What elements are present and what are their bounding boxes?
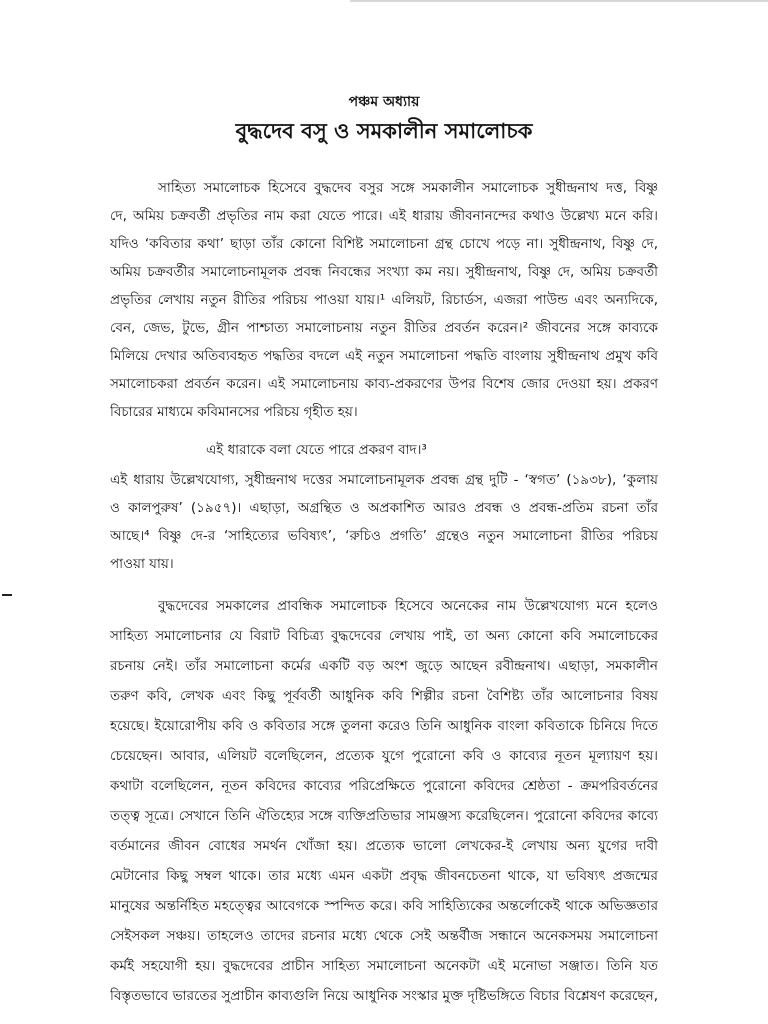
text-line: মেটানোর কিছু সম্বল থাকে। তার মধ্যে এমন একটা প্রবৃদ্ধ জীবনচেতনা থাকে, যা ভবিষ্যৎ প্রজন্মের — [110, 868, 658, 884]
text-line: পাওয়া যায়। — [110, 556, 174, 572]
text-line: হয়েছে। ইয়োরোপীয় কবি ও কবিতার সঙ্গে তুলনা করেও তিনি আধুনিক বাংলা কবিতাকে চিনিয়ে দিতে — [110, 718, 658, 734]
scan-top-edge — [350, 0, 768, 2]
text-line: তরুণ কবি, লেখক এবং কিছু পূর্ববর্তী আধুনিক কবি শিল্পীর রচনা বৈশিষ্ট্য তাঁর আলোচনার বিষয় — [110, 688, 658, 704]
text-line: অমিয় চক্রবর্তীর সমালোচনামূলক প্রবন্ধ নিবন্ধের সংখ্যা কম নয়। সুধীন্দ্রনাথ, বিষ্ণু দে, অমিয় চক্রবর্তী — [110, 264, 658, 280]
text-line: চেয়েছেন। আবার, এলিয়ট বলেছিলেন, প্রত্যেক যুগে পুরোনো কবি ও কাব্যের নূতন মূল্যায়ণ হয়। — [110, 748, 658, 764]
text-line: মিলিয়ে দেখার অতিব্যবহৃত পদ্ধতির বদলে এই নতুন সমালোচনা পদ্ধতি বাংলায় সুধীন্দ্রনাথ প্রমুখ কবি — [110, 348, 658, 364]
text-line: সমালোচকরা প্রবর্তন করেন। এই সমালোচনায় কাব্য-প্রকরণের উপর বিশেষ জোর দেওয়া হয়। প্রকরণ — [110, 376, 658, 392]
text-line: এই ধারায় উল্লেখযোগ্য, সুধীন্দ্রনাথ দত্তের সমালোচনামূলক প্রবন্ধ গ্রন্থ দুটি - ‘স্বগত’ (১৯৩৮), ‘কুলায় — [110, 472, 658, 488]
text-line: আছে।⁴ বিষ্ণু দে-র ‘সাহিত্যের ভবিষ্যৎ’, ‘রুচিও প্রগতি’ গ্রন্থেও নতুন সমালোচনা রীতির পরিচয় — [110, 528, 658, 544]
text-line: কর্মই সহযোগী হয়। বুদ্ধদেবের প্রাচীন সাহিত্য সমালোচনা অনেকটা এই মনোভা সঞ্জাত। তিনি যত — [110, 958, 658, 974]
text-line: বিস্তৃতভাবে ভারতের সুপ্রাচীন কাব্যগুলি নিয়ে আধুনিক সংস্কার মুক্ত দৃষ্টিভঙ্গিতে বিচার বিশ্লেষণ করেছেন, — [110, 988, 658, 1004]
text-line: সেইসকল সঞ্চয়। তাহলেও তাদের রচনার মধ্যে থেকে সেই অন্তর্বীজ সন্ধানে অনেকসময় সমালোচনা — [110, 928, 658, 944]
margin-mark — [2, 594, 12, 596]
text-line: সাহিত্য সমালোচনার যে বিরাট বিচিত্র্য বুদ্ধদেবের লেখায় পাই, তা অন্য কোনো কবি সমালোচকের — [110, 628, 658, 644]
text-line: বিচারের মাধ্যমে কবিমানসের পরিচয় গৃহীত হয়। — [110, 404, 358, 420]
text-line: বুদ্ধদেবের সমকালের প্রাবন্ধিক সমালোচক হিসেবে অনেকের নাম উল্লেখযোগ্য মনে হলেও — [158, 598, 658, 614]
text-line: প্রভৃতির লেখায় নতুন রীতির পরিচয় পাওয়া যায়।¹ এলিয়ট, রিচার্ডস, এজরা পাউন্ড এবং অন্যদিকে, — [110, 292, 658, 308]
text-line: দে, অমিয় চক্রবর্তী প্রভৃতির নাম করা যেতে পারে। এই ধারায় জীবনানন্দের কথাও উল্লেখ্য মনে করি। — [110, 208, 658, 224]
chapter-label: পঞ্চম অধ্যায় — [348, 94, 420, 110]
text-line: মানুষের অন্তর্নিহিত মহত্ত্বের আবেগকে স্পন্দিত করে। কবি সাহিত্যিকের অন্তর্লোকেই থাকে অভিজ্ঞতার — [110, 898, 658, 914]
chapter-title: বুদ্ধদেব বসু ও সমকালীন সমালোচক — [235, 119, 533, 143]
text-line: রচনায় নেই। তাঁর সমালোচনা কর্মের একটি বড় অংশ জুড়ে আছেন রবীন্দ্রনাথ। এছাড়া, সমকালীন — [110, 658, 658, 674]
text-line: সাহিত্য সমালোচক হিসেবে বুদ্ধদেব বসুর সঙ্গে সমকালীন সমালোচক সুধীন্দ্রনাথ দত্ত, বিষ্ণু — [158, 180, 658, 196]
text-line: বর্তমানের জীবন বোধের সমর্থন খোঁজা হয়। প্রত্যেক ভালো লেখকের-ই লেখায় অন্য যুগের দাবী — [110, 838, 658, 854]
text-line: বেন, জেভ, টুভে, গ্রীন পাশ্চাত্য সমালোচনায় নতুন রীতির প্রবর্তন করেন।² জীবনের সঙ্গে কাব্যকে — [110, 320, 658, 336]
text-line: যদিও ‘কবিতার কথা’ ছাড়া তাঁর কোনো বিশিষ্ট সমালোচনা গ্রন্থ চোখে পড়ে না। সুধীন্দ্রনাথ, বিষ্ণু দে, — [110, 236, 658, 252]
text-line: তত্ত্ব সূত্রে। সেখানে তিনি ঐতিহ্যের সঙ্গে ব্যক্তিপ্রতিভার সামঞ্জস্য করেছিলেন। পুরোনো কবিদের কাব্যে — [110, 808, 658, 824]
text-line: কথাটা বলেছিলেন, নূতন কবিদের কাব্যের পরিপ্রেক্ষিতে পুরোনো কবিদের শ্রেষ্ঠতা - ক্রমপরিবর্তনের — [110, 778, 658, 794]
text-line: এই ধারাকে বলা যেতে পারে প্রকরণ বাদ।³ — [206, 442, 427, 458]
text-line: ও কালপুরুষ’ (১৯৫৭)। এছাড়া, অগ্রন্থিত ও অপ্রকাশিত আরও প্রবন্ধ ও প্রবন্ধ-প্রতিম রচনা তাঁর — [110, 500, 658, 516]
